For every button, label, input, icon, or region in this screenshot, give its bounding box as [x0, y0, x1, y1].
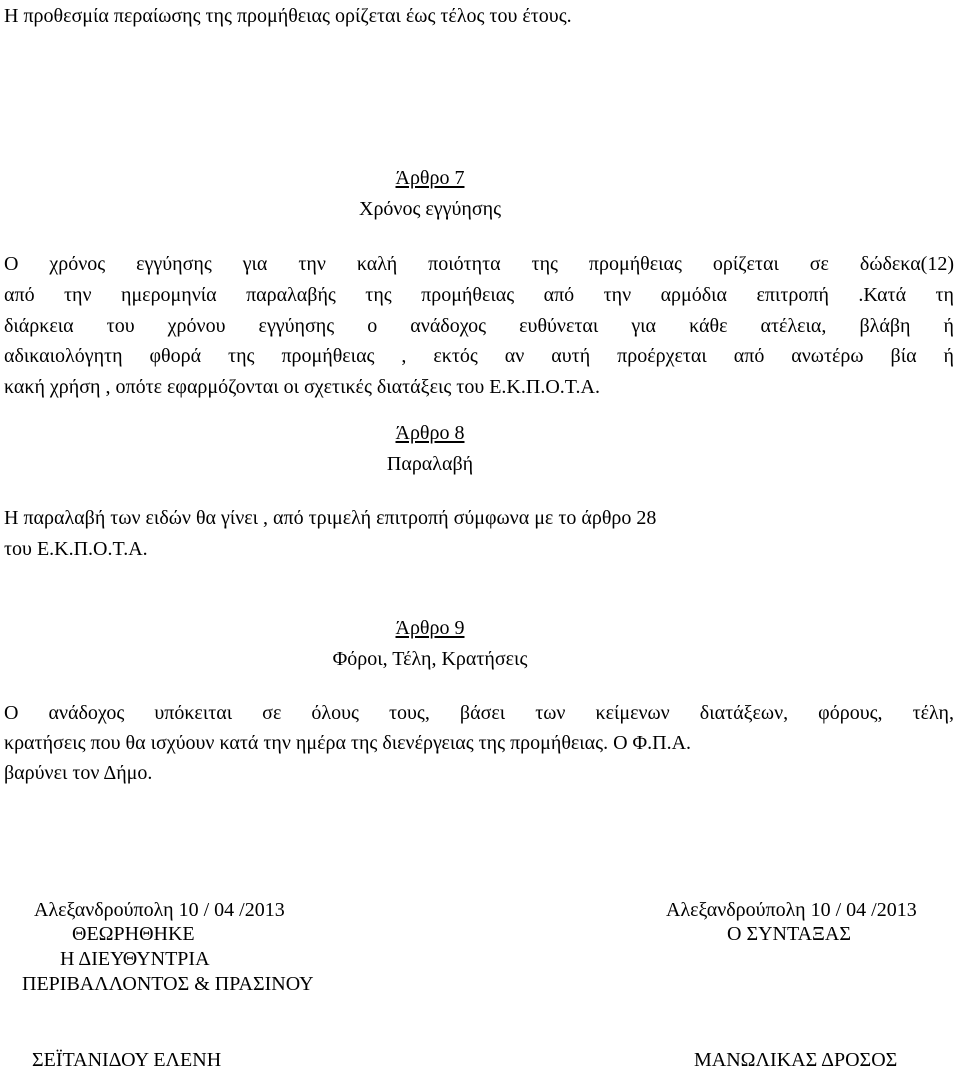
article-9-line: Ο ανάδοχος υπόκειται σε όλους τους, βάσει των κείμενων διατάξεων, φόρους, τέλη, [4, 702, 954, 724]
article-9-line: κρατήσεις που θα ισχύουν κατά την ημέρα της διενέργειας της προμήθειας. Ο Φ.Π.Α. [4, 732, 692, 754]
article-8-line: του Ε.Κ.Π.Ο.Τ.Α. [4, 538, 148, 560]
article-7-line: διάρκεια του χρόνου εγγύησης ο ανάδοχος ευθύνεται για κάθε ατέλεια, βλάβη ή [4, 315, 954, 337]
left-place-date: Αλεξανδρούπολη 10 / 04 /2013 [34, 899, 285, 921]
right-place-date: Αλεξανδρούπολη 10 / 04 /2013 [666, 899, 917, 921]
left-status: ΘΕΩΡΗΘΗΚΕ [72, 923, 195, 945]
article-8-line: Η παραλαβή των ειδών θα γίνει , από τριμελή επιτροπή σύμφωνα με το άρθρο 28 [4, 507, 657, 529]
deadline-text: Η προθεσμία περαίωσης της προμήθειας ορίζεται έως τέλος του έτους. [4, 5, 572, 27]
article-7-number: Άρθρο 7 [395, 167, 465, 189]
article-9-line: βαρύνει τον Δήμο. [4, 762, 153, 784]
article-8-title: Παραλαβή [386, 453, 474, 475]
article-7-line: κακή χρήση , οπότε εφαρμόζονται οι σχετικές διατάξεις του Ε.Κ.Π.Ο.Τ.Α. [4, 376, 600, 398]
article-7-line: από την ημερομηνία παραλαβής της προμήθειας από την αρμόδια επιτροπή .Κατά τη [4, 284, 954, 306]
article-7-line: αδικαιολόγητη φθορά της προμήθειας , εκτός αν αυτή προέρχεται από ανωτέρω βία ή [4, 345, 954, 367]
right-role: Ο ΣΥΝΤΑΞΑΣ [727, 923, 851, 945]
left-department: ΠΕΡΙΒΑΛΛΟΝΤΟΣ & ΠΡΑΣΙΝΟΥ [22, 973, 314, 995]
article-9-title: Φόροι, Τέλη, Κρατήσεις [332, 648, 528, 670]
left-role: Η ΔΙΕΥΘΥΝΤΡΙΑ [60, 948, 210, 970]
right-signatory-name: ΜΑΝΩΛΙΚΑΣ ΔΡΟΣΟΣ [694, 1049, 898, 1071]
article-7-line: Ο χρόνος εγγύησης για την καλή ποιότητα της προμήθειας ορίζεται σε δώδεκα(12) [4, 253, 954, 275]
article-7-title: Χρόνος εγγύησης [359, 198, 501, 220]
article-9-number: Άρθρο 9 [395, 617, 465, 639]
left-signatory-name: ΣΕΪΤΑΝΙΔΟΥ ΕΛΕΝΗ [32, 1049, 222, 1071]
article-8-number: Άρθρο 8 [395, 422, 465, 444]
